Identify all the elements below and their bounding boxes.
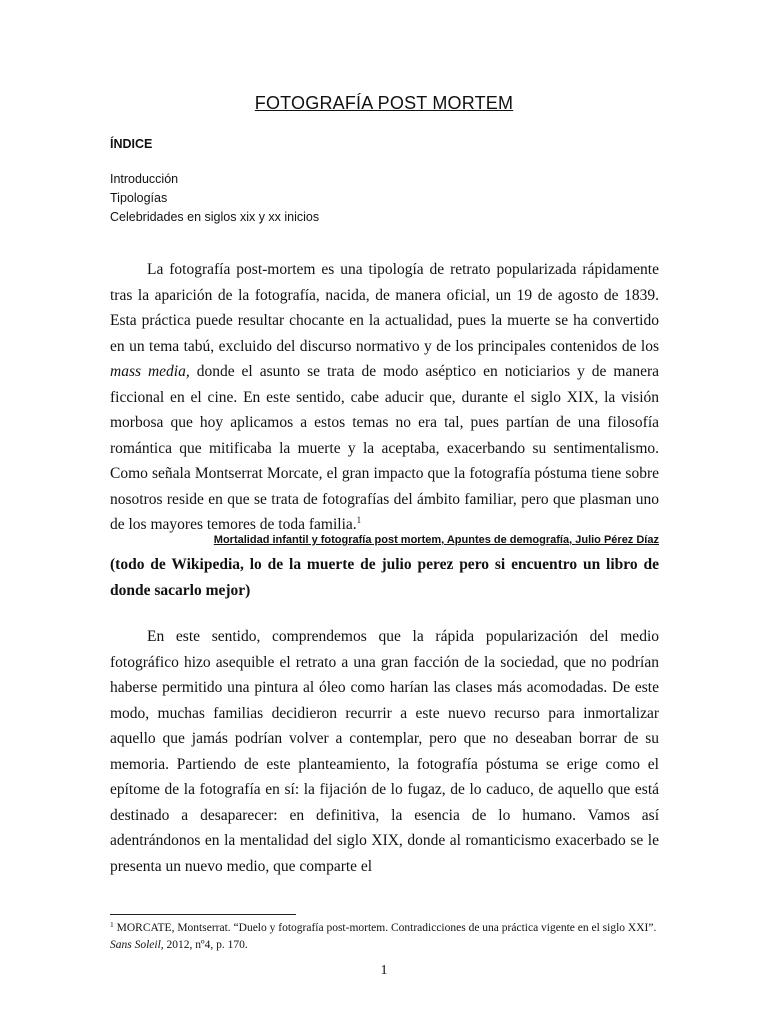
- index-heading: ÍNDICE: [110, 137, 153, 151]
- citation-link-author[interactable]: Julio Pérez Díaz: [575, 534, 659, 546]
- editor-note: (todo de Wikipedia, lo de la muerte de julio perez pero si encuentro un libro de donde sacarlo mejor): [110, 556, 659, 599]
- footnote-number: 1: [110, 920, 114, 929]
- page-number: 1: [380, 963, 388, 978]
- index-item-celebridades: Celebridades en siglos xix y xx inicios: [110, 210, 320, 224]
- paragraph-1: [110, 257, 659, 538]
- footnote-divider: [110, 914, 296, 915]
- footnote-1: [110, 920, 659, 954]
- index-item-tipologias: Tipologías: [110, 191, 168, 205]
- index-item-introduccion: Introducción: [110, 172, 179, 186]
- paragraph-2-text: En este sentido, comprendemos que la rápida popularización del medio fotográfico hizo asequible el retrato a una gran facción de la sociedad, que no podrían haberse permitido una pintura al óleo como harían las clases más acomodadas. De este modo, muchas familias decidieron recurrir a este nuevo recurso para inmortalizar aquello que jamás podrían volver a contemplar, pero que no deseaban borrar de su memoria. Partiendo de este planteamiento, la fotografía póstuma se erige como el epítome de la fotografía en sí: la fijación de lo fugaz, de lo caduco, de aquello que está destinado a desaparecer: en definitiva, la esencia de lo humano. Vamos así adentrándonos en la mentalidad del siglo XIX, donde al romanticismo exacerbado se le presenta un nuevo medio, que comparte el: [110, 628, 659, 875]
- footnote-reference[interactable]: 1: [356, 515, 362, 525]
- paragraph-1-text-a: La fotografía post-mortem es una tipología de retrato popularizada rápidamente tras la aparición de la fotografía, nacida, de manera oficial, un 19 de agosto de 1839. Esta práctica puede resultar chocante en la actualidad, pues la muerte se ha convertido en un tema tabú, excluido del discurso normativo y de los principales contenidos de los: [110, 261, 659, 355]
- citation-separator: ,: [569, 534, 576, 546]
- footnote-text-b: 2012, nº4, p. 170.: [163, 939, 248, 951]
- footnote-journal: Sans Soleil,: [110, 939, 164, 951]
- citation-separator: ,: [441, 534, 447, 546]
- citation-link-apuntes[interactable]: Apuntes de demografía: [446, 534, 570, 546]
- footnote-text-a: MORCATE, Montserrat. “Duelo y fotografía post-mortem. Contradicciones de una práctica vigente en el siglo XXI”.: [113, 922, 657, 934]
- paragraph-1-italic: mass media,: [110, 363, 190, 380]
- citation-link-mortalidad[interactable]: Mortalidad infantil y fotografía post mortem: [213, 534, 442, 546]
- paragraph-1-text-b: donde el asunto se trata de modo aséptico en noticiarios y de manera ficcional en el cine. En este sentido, cabe aducir que, durante el siglo XIX, la visión morbosa que hoy aplicamos a estos temas no era tal, pues partían de una filosofía romántica que mitificaba la muerte y la aceptaba, exacerbando su sentimentalismo. Como señala Montserrat Morcate, el gran impacto que la fotografía póstuma tiene sobre nosotros reside en que se trata de fotografías del ámbito familiar, pero que plasman uno de los mayores temores de toda familia.: [110, 363, 659, 533]
- citation-link-line: [110, 534, 659, 546]
- paragraph-2: [110, 624, 659, 879]
- index-list: [110, 170, 319, 227]
- document-title: FOTOGRAFÍA POST MORTEM: [254, 93, 514, 113]
